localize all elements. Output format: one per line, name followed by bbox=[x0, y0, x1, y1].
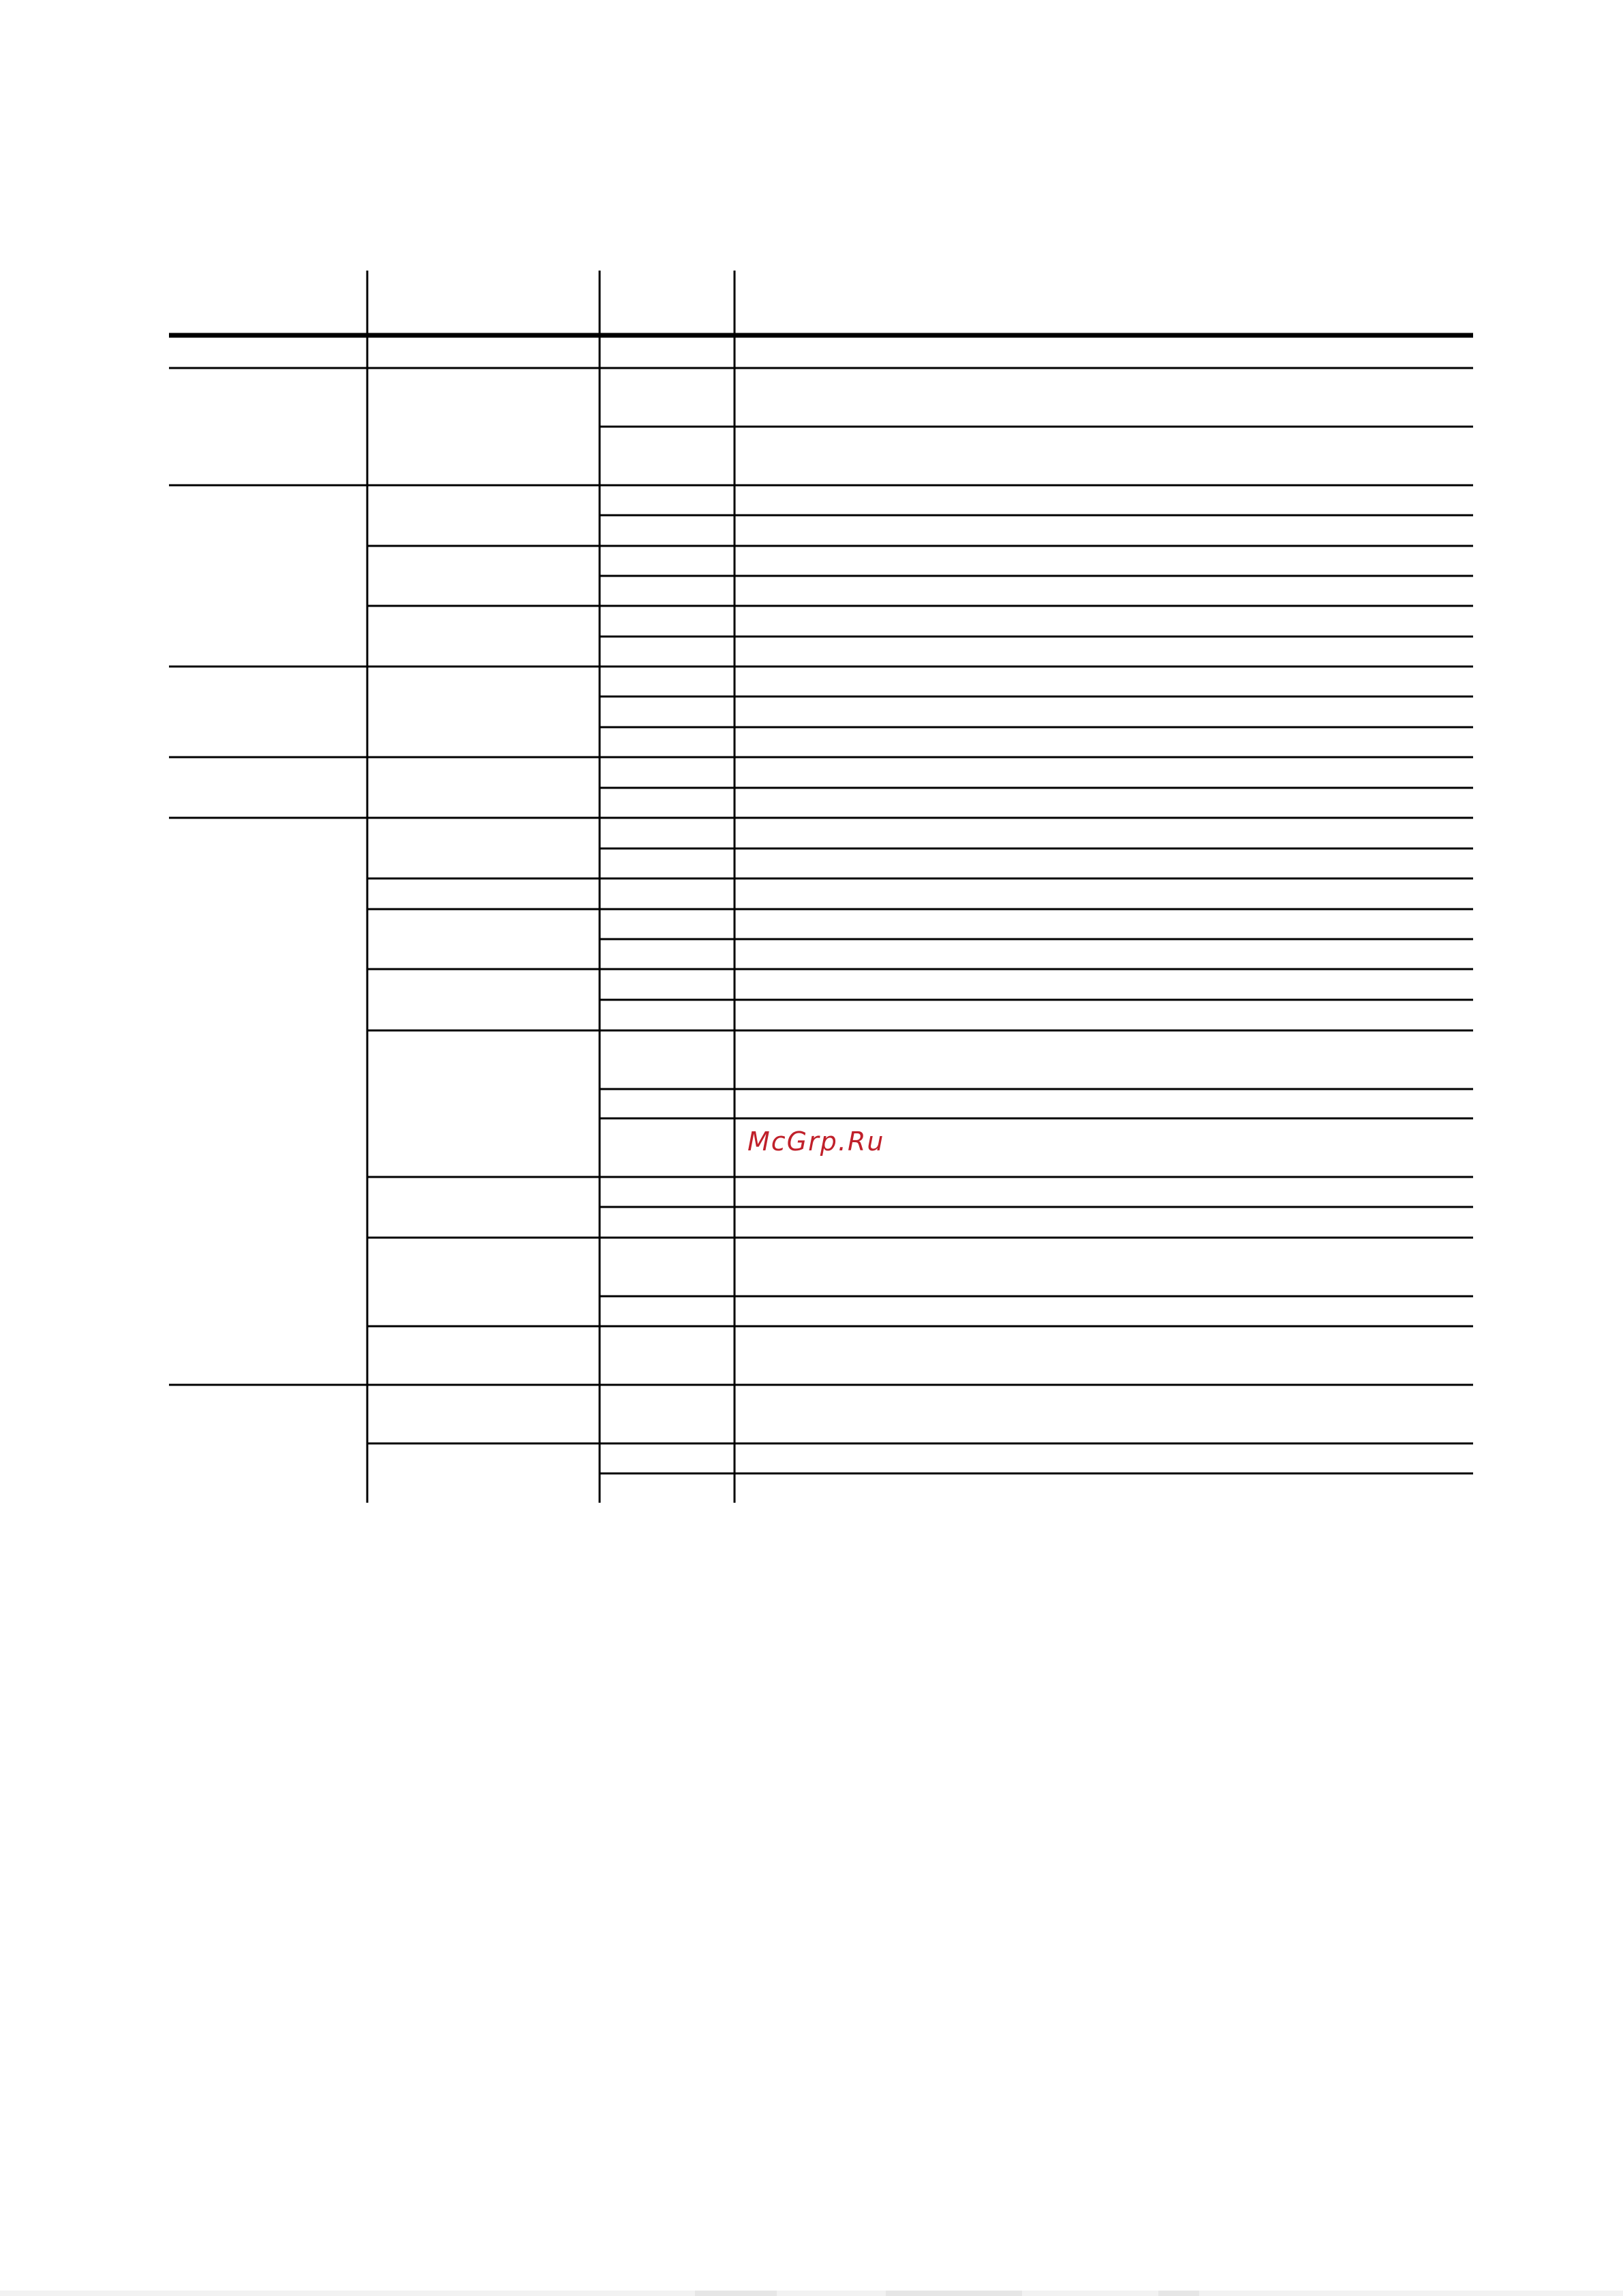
watermark-text: McGrp.Ru bbox=[747, 1127, 885, 1157]
page-bottom-edge bbox=[0, 2291, 1623, 2296]
